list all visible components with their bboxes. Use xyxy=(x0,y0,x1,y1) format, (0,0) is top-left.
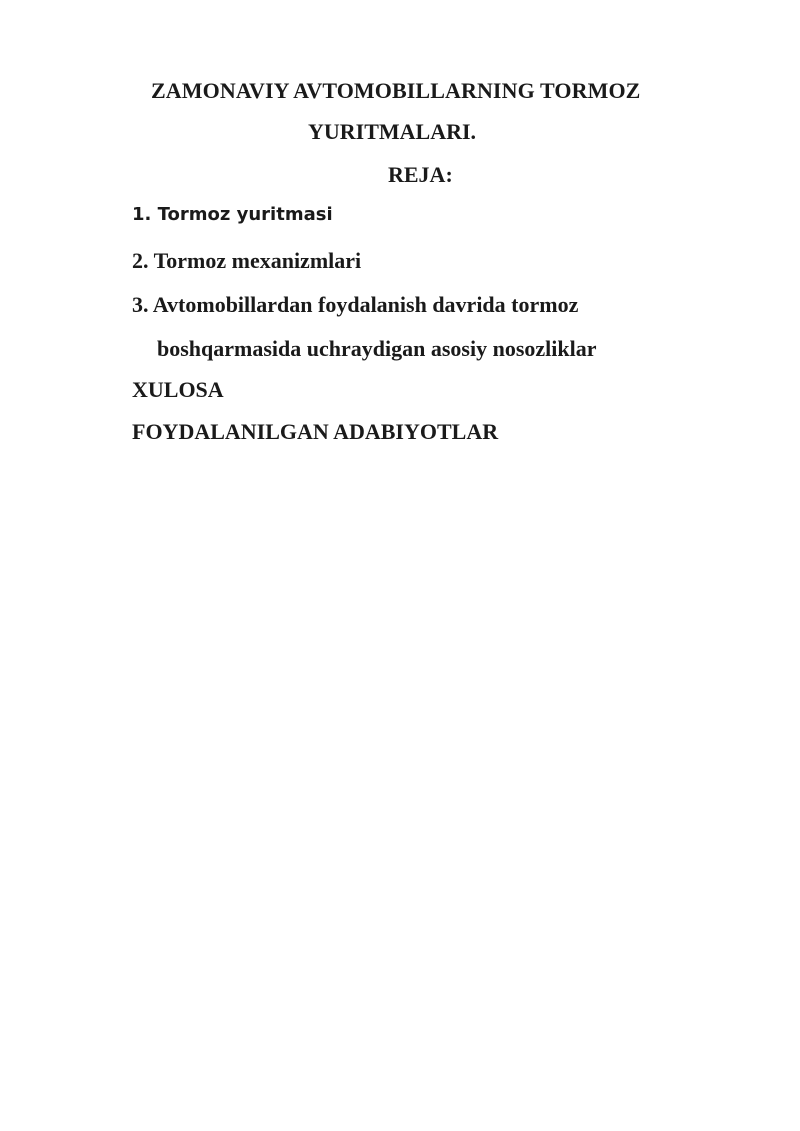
conclusion-heading: XULOSA xyxy=(132,377,224,402)
plan-item-3-line-2: boshqarmasida uchraydigan asosiy nosozliklar xyxy=(157,336,597,361)
plan-heading: REJA: xyxy=(388,162,453,187)
plan-item-3-line-1: 3. Avtomobillardan foydalanish davrida tormoz xyxy=(132,292,579,317)
plan-item-1: 1. Tormoz yuritmasi xyxy=(132,204,333,225)
document-title-line-2: YURITMALARI. xyxy=(308,119,477,144)
plan-item-2: 2. Tormoz mexanizmlari xyxy=(132,248,362,273)
document-title-line-1: ZAMONAVIY AVTOMOBILLARNING TORMOZ xyxy=(151,78,641,103)
references-heading: FOYDALANILGAN ADABIYOTLAR xyxy=(132,419,499,444)
